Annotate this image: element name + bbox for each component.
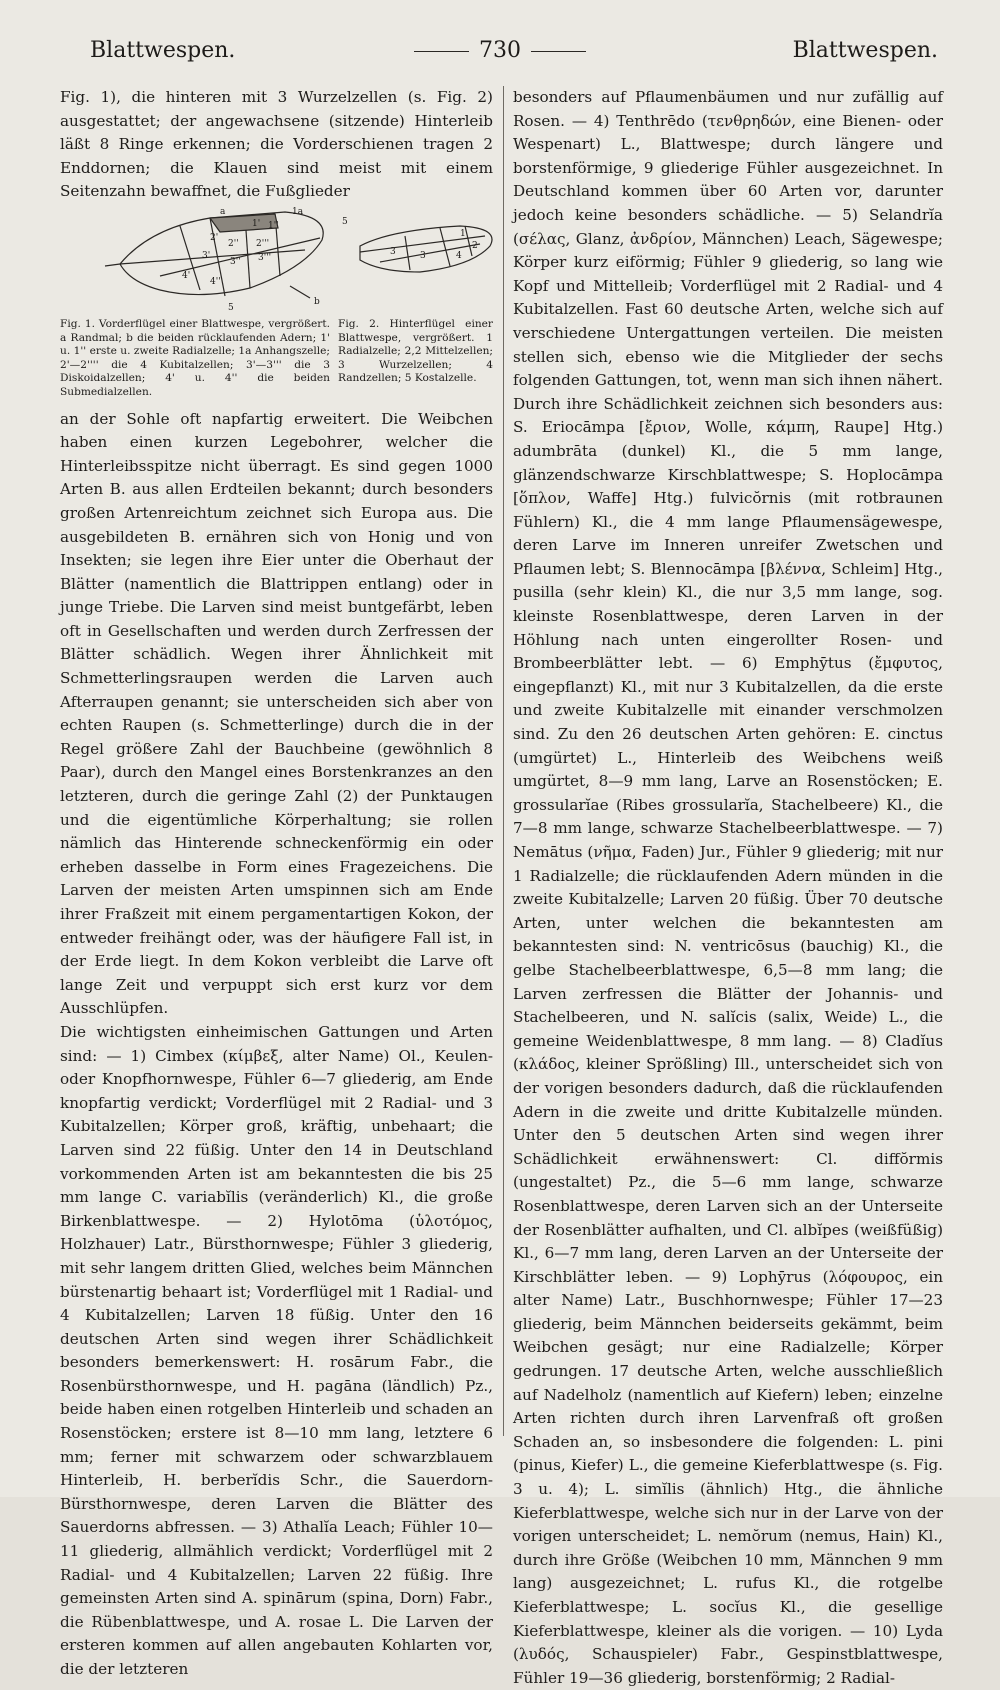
figure-captions: [60, 318, 493, 400]
header-right-title: Blattwespen.: [792, 38, 938, 63]
label-1pp: 1'': [268, 220, 279, 231]
label-5-bottom: 5: [228, 302, 234, 313]
label-2p: 2': [210, 232, 219, 243]
header-dash-right: [531, 51, 586, 52]
label-3p: 3': [202, 250, 211, 261]
wing-illustration: [60, 206, 493, 314]
label-4p: 4': [182, 270, 191, 281]
label-2pp: 2'': [228, 238, 239, 249]
left-paragraph-2: an der Sohle oft napfartig erweitert. Die Weibchen haben einen kurzen Legebohrer, welcher die Hinterleibsspitze nicht überragt. Es sind gegen 1000 Arten B. aus allen Erdteilen bekannt; durch besonders großen Artenreichtum zeichnet sich Europa aus. Die ausgebildeten B. ernähren sich von Honig und von Insekten; sie legen ihre Eier unter die Oberhaut der Blätter (namentlich die Blattrippen entlang) oder in junge Triebe. Die Larven sind meist buntgefärbt, leben oft in Gesellschaften und werden durch Zerfressen der Blätter schädlich. Wegen ihrer Ähnlichkeit mit Schmetterlingsraupen werden die Larven auch Afterraupen genannt; sie unterscheiden sich aber von echten Raupen (s. Schmetterlinge) durch die in der Regel größere Zahl der Bauchbeine (gewöhnlich 8 Paar), durch den Mangel eines Borstenkranzes an den letzteren, durch die geringe Zahl (2) der Punktaugen und die eigentümliche Körperhaltung; sie rollen nämlich das Hinterende schneckenförmig ein oder erheben dasselbe in Form eines Fragezeichens. Die Larven der meisten Arten umspinnen sich am Ende ihrer Fraßzeit mit einem pergamentartigen Kokon, der entweder freihängt oder, was der häufigere Fall ist, in der Erde liegt. In dem Kokon verbleibt die Larve oft lange Zeit und verpuppt sich erst kurz vor dem Ausschlüpfen.: [60, 409, 493, 1018]
label-4pp: 4'': [210, 276, 221, 287]
label-5-top: 5: [342, 216, 348, 227]
caption-fig2: Fig. 2. Hinterflügel einer Blattwespe, vergrößert. 1 Radialzelle; 2,2 Mittelzellen; 3 Wurzelzellen; 4 Randzellen; 5 Kostalzelle.: [338, 317, 493, 385]
label-hw-1: 1: [460, 228, 466, 239]
header-dash-left: [414, 51, 469, 52]
label-b: b: [314, 296, 320, 307]
label-2ppp: 2''': [256, 238, 270, 249]
left-column: [60, 86, 493, 1682]
pointer-b: [290, 286, 310, 298]
hindwing-vein-4: [465, 226, 472, 256]
wing-figure: [60, 206, 493, 314]
label-a: a: [220, 206, 226, 217]
page-number: 730: [479, 38, 521, 63]
running-header: [60, 32, 940, 72]
label-1p: 1': [252, 218, 261, 229]
label-3pp: 3'': [230, 256, 241, 267]
header-left-title: Blattwespen.: [90, 38, 236, 63]
forewing-stalk: [105, 264, 120, 266]
hindwing-vein-3: [440, 228, 450, 266]
forewing-vein-1: [120, 250, 305, 264]
left-paragraph-1: Fig. 1), die hinteren mit 3 Wurzelzellen (s. Fig. 2) ausgestattet; der angewachsene (sitzende) Hinterleib läßt 8 Ringe erkennen; die Vorderschienen tragen 2 Enddornen; die Klauen sind meist mit einem Seitenzahn bewaffnet, die Fußglieder: [60, 88, 493, 201]
right-paragraph-1: besonders auf Pflaumenbäumen und nur zufällig auf Rosen. — 4) Tenthrēdo (τενθρηδών, eine Bienen- oder Wespenart) L., Blattwespe; durch längere und borstenförmige, 9 gliederige Fühler ausgezeichnet. In Deutschland kommen über 60 Arten vor, darunter jedoch keine besonders schädliche. — 5) Selandrĭa (σέλας, Glanz, ἀνδρίον, Männchen) Leach, Sägewespe; Körper kurz eiförmig; Fühler 9 gliederig, so lang wie Kopf und Mittelleib; Vorderflügel mit 2 Radial- und 4 Kubitalzellen. Fast 60 deutsche Arten, welche sich auf verschiedene Untergattungen verteilen. Die meisten stellen sich, ebenso wie die Mitglieder der sechs folgenden Gattungen, tot, wenn man sich ihnen nähert. Durch ihre Schädlichkeit zeichnen sich besonders aus: S. Eriocāmpa [ἔριον, Wolle, κάμπη, Raupe] Htg.) adumbrāta (dunkel) Kl., die 5 mm lange, glänzendschwarze Kirschblattwespe; S. Hoplocāmpa [ὅπλον, Waffe] Htg.) fulvicŏrnis (mit rotbraunen Fühlern) Kl., die 4 mm lange Pflaumensägewespe, deren Larve im Inneren unreifer Zwetschen und Pflaumen lebt; S. Blennocāmpa [βλέννα, Schleim] Htg., pusilla (sehr klein) Kl., die nur 3,5 mm lange, sog. kleinste Rosenblattwespe, deren Larven in der Höhlung nach unten eingerollter Rosen- und Brombeerblätter lebt. — 6) Emphȳtus (ἔμφυτος, eingepflanzt) Kl., mit nur 3 Kubitalzellen, da die erste und zweite Kubitalzelle mit einander verschmolzen sind. Zu den 26 deutschen Arten gehören: E. cinctus (umgürtet) L., Hinterleib des Weibchens weiß umgürtet, 8—9 mm lang, Larve an Rosenstöcken; E. grossularĭae (Ribes grossularĭa, Stachelbeere) Kl., die 7—8 mm lange, schwarze Stachelbeerblattwespe. — 7) Nemātus (νῆμα, Faden) Jur., Fühler 9 gliederig; mit nur 1 Radialzelle; die rücklaufenden Adern münden in die zweite Kubitalzelle; Larven 20 füßig. Über 70 deutsche Arten, unter welchen die bekanntesten am bekanntesten sind: N. ventricōsus (bauchig) Kl., die gelbe Stachelbeerblattwespe, 6,5—8 mm lang; die Larven zerfressen die Blätter der Johannis- und Stachelbeeren, und N. salĭcis (salix, Weide) L., die gemeine Weidenblattwespe, 8 mm lang. — 8) Cladĭus (κλάδος, kleiner Sprößling) Ill., unterscheidet sich von der vorigen besonders dadurch, daß die rücklaufenden Adern in die zweite und dritte Kubitalzelle münden. Unter den 5 deutschen Arten sind wegen ihrer Schädlichkeit erwähnenswert: Cl. diffŏrmis (ungestaltet) Pz., die 5—6 mm lange, schwarze Rosenblattwespe, deren Larven sich an der Unterseite der Rosenblätter aufhalten, und Cl. albĭpes (weißfüßig) Kl., 6—7 mm lang, deren Larven an der Unterseite der Kirschblätter leben. — 9) Lophȳrus (λόφουρος, ein alter Name) Latr., Buschhornwespe; Fühler 17—23 gliederig, beim Männchen beiderseits gekämmt, beim Weibchen gesägt; nur eine Radialzelle; Körper gedrungen. 17 deutsche Arten, welche ausschließlich auf Nadelholz (namentlich auf Kiefern) leben; einzelne Arten richten durch ihren Larvenfraß oft großen Schaden an, so insbesondere die folgenden: L. pini (pinus, Kiefer) L., die gemeine Kieferblattwespe (s. Fig. 3 u. 4); L. simĭlis (ähnlich) Htg., die ähnliche Kieferblattwespe, welche sich nur in der Larve von der vorigen unterscheidet; L. nemŏrum (nemus, Hain) Kl., durch ihre Größe (Weibchen 10 mm, Männchen 9 mm lang) ausgezeichnet; L. rufus Kl., die rotgelbe Kieferblattwespe; L. socĭus Kl., die gesellige Kieferblattwespe, kleiner als die vorigen. — 10) Lyda (λυδός, Schauspieler) Fabr., Gespinstblattwespe, Fühler 19—36 gliederig, borstenförmig; 2 Radial-: [513, 88, 943, 1687]
caption-fig1: Fig. 1. Vorderflügel einer Blattwespe, vergrößert. a Randmal; b die beiden rücklaufenden Adern; 1' u. 1'' erste u. zweite Radialzelle; 1a Anhangszelle; 2'—2'''' die 4 Kubitalzellen; 3'—3''' die 3 Diskoidalzellen; 4' u. 4'' die beiden Submedialzellen.: [60, 317, 330, 398]
right-column: [513, 86, 943, 1690]
label-3ppp: 3''': [258, 252, 272, 263]
label-hw-2: 2: [472, 240, 478, 251]
label-hw-4: 4: [456, 250, 462, 261]
label-1a: 1a: [292, 206, 304, 217]
left-paragraph-3: Die wichtigsten einheimischen Gattungen und Arten sind: — 1) Cimbex (κίμβεξ, alter Name) Ol., Keulen- oder Knopfhornwespe, Fühler 6—7 gliederig, am Ende knopfartig verdickt; Vorderflügel mit 2 Radial- und 3 Kubitalzellen; Körper groß, kräftig, unbehaart; die Larven sind 22 füßig. Unter den 14 in Deutschland vorkommenden Arten ist am bekanntesten die bis 25 mm lange C. variabĭlis (veränderlich) Kl., die große Birkenblattwespe. — 2) Hylotōma (ὑλοτόμος, Holzhauer) Latr., Bürsthornwespe; Fühler 3 gliederig, mit sehr langem dritten Glied, welches beim Männchen bürstenartig behaart ist; Vorderflügel mit 1 Radial- und 4 Kubitalzellen; Larven 18 füßig. Unter den 16 deutschen Arten sind wegen ihrer Schädlichkeit besonders bemerkenswert: H. rosārum Fabr., die Rosenbürsthornwespe, und H. pagāna (ländlich) Pz., beide haben einen rotgelben Hinterleib und schaden an Rosenstöcken; erstere ist 8—10 mm lang, letztere 6 mm; ferner mit schwarzem oder schwarzblauem Hinterleib, H. berberĭdis Schr., die Sauerdorn-Bürsthornwespe, deren Larven die Blätter des Sauerdorns abfressen. — 3) Athalĭa Leach; Fühler 10—11 gliederig, allmählich verdickt; Vorderflügel mit 2 Radial- und 4 Kubitalzellen; Larven 22 füßig. Ihre gemeinsten Arten sind A. spinārum (spina, Dorn) Fabr., die Rübenblattwespe, und A. rosae L. Die Larven der ersteren kommen auf allen angebauten Kohlarten vor, die der letzteren: [60, 1022, 493, 1678]
label-hw-3a: 3: [390, 246, 396, 257]
hindwing-vein-2: [405, 236, 410, 270]
column-divider: [503, 86, 504, 1436]
label-hw-3b: 3: [420, 250, 426, 261]
